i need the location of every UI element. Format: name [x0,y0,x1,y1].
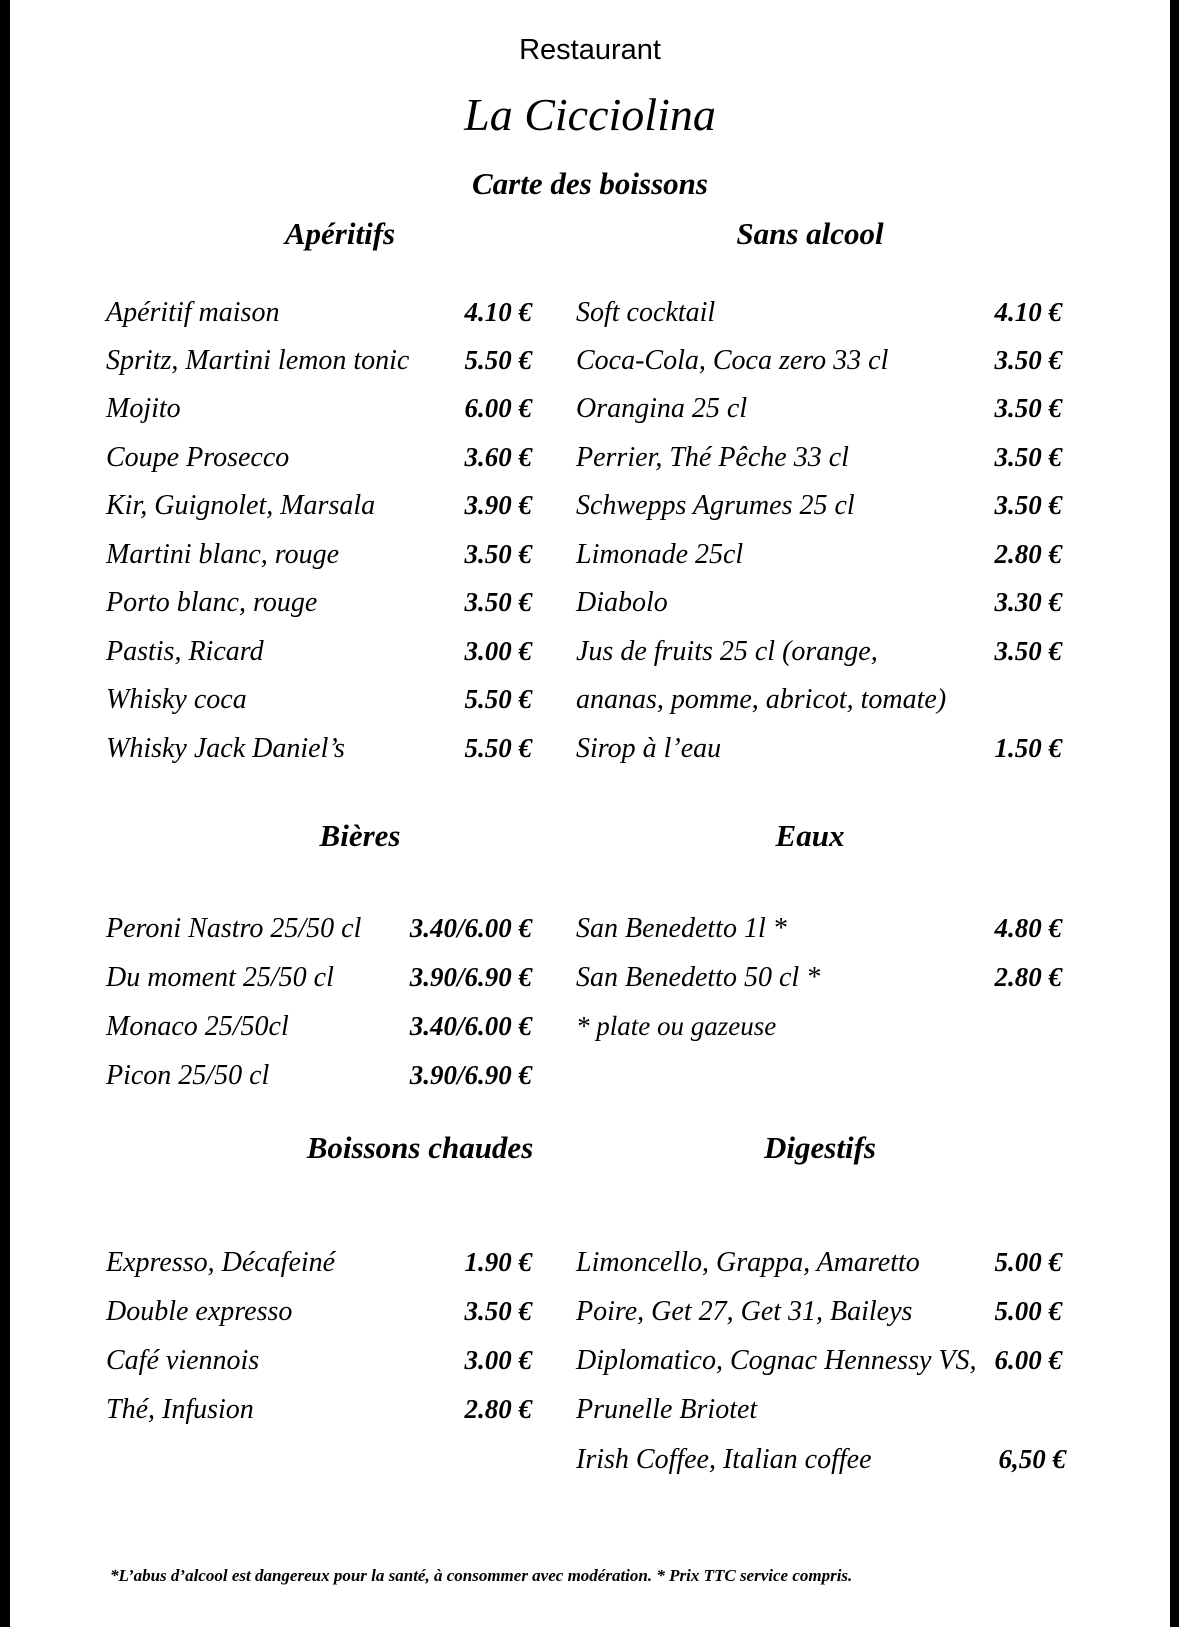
item-price: 3.90 € [464,490,532,520]
item-price: 5.50 € [464,345,532,375]
menu-item [576,539,1062,585]
menu-item [576,962,1062,1008]
item-price: 3.90/6.90 € [409,1060,532,1090]
section-title-digestifs: Digestifs [764,1130,876,1165]
item-name: Monaco 25/50cl [106,1011,289,1042]
item-name: Du moment 25/50 cl [106,962,334,993]
item-name: Mojito [106,393,181,424]
menu-item [576,490,1062,536]
item-name: Diplomatico, Cognac Hennessy VS, [576,1345,977,1376]
item-name: Coupe Prosecco [106,442,290,473]
menu-item [576,1296,1062,1342]
item-name: Peroni Nastro 25/50 cl [106,913,362,944]
menu-item [576,636,1062,682]
section-title-sans-alcool: Sans alcool [736,216,884,251]
menu-page [10,0,1170,1627]
item-price: 5.50 € [464,684,532,714]
item-price: 1.90 € [464,1247,532,1277]
item-name: Perrier, Thé Pêche 33 cl [576,442,849,473]
item-price: 3.50 € [994,345,1062,375]
item-price: 3.50 € [464,1296,532,1326]
item-price: 3.00 € [464,636,532,666]
item-price: 5.00 € [994,1296,1062,1326]
item-price: 3.50 € [994,636,1062,666]
eaux-note: * plate ou gazeuse [576,1011,777,1041]
item-name: Martini blanc, rouge [106,539,340,570]
item-name: San Benedetto 1l * [576,913,787,944]
item-name: Spritz, Martini lemon tonic [106,345,410,376]
section-title-boissons-chaudes: Boissons chaudes [306,1130,534,1165]
menu-item [106,539,532,585]
item-name: Irish Coffee, Italian coffee [576,1444,872,1475]
item-price: 2.80 € [464,1394,532,1424]
menu-title: Carte des boissons [472,166,708,201]
section-title-bieres: Bières [319,818,401,853]
menu-item [576,913,1062,959]
item-price: 6,50 € [998,1444,1066,1474]
item-name: San Benedetto 50 cl * [576,962,821,993]
item-name: Schwepps Agrumes 25 cl [576,490,855,521]
item-name: Whisky coca [106,684,247,715]
item-price: 4.10 € [464,297,532,327]
menu-item [106,1060,532,1106]
item-price: 6.00 € [994,1345,1062,1375]
menu-item [106,636,532,682]
item-price: 3.40/6.00 € [409,913,532,943]
item-price: 3.60 € [464,442,532,472]
item-name: Whisky Jack Daniel’s [106,733,345,764]
menu-item [576,684,1062,730]
item-price: 3.50 € [464,587,532,617]
item-name: Apéritif maison [106,297,280,328]
item-price: 6.00 € [464,393,532,423]
item-price: 3.50 € [994,442,1062,472]
item-price: 1.50 € [994,733,1062,763]
section-title-aperitifs: Apéritifs [284,216,396,251]
menu-item [106,1011,532,1057]
item-price: 3.90/6.90 € [409,962,532,992]
menu-item [106,1345,532,1391]
item-name: Double expresso [106,1296,293,1327]
menu-item [576,1444,1066,1490]
item-price: 3.50 € [994,393,1062,423]
menu-item [106,1296,532,1342]
item-name: Thé, Infusion [106,1394,254,1425]
item-name: Limonade 25cl [576,539,744,570]
item-price: 4.10 € [994,297,1062,327]
item-name: Jus de fruits 25 cl (orange, [576,636,878,667]
menu-item [576,587,1062,633]
restaurant-label: Restaurant [519,34,661,66]
menu-item [576,733,1062,779]
menu-item [576,345,1062,391]
item-name: Limoncello, Grappa, Amaretto [576,1247,920,1278]
item-price: 5.00 € [994,1247,1062,1277]
item-price: 5.50 € [464,733,532,763]
menu-item [576,442,1062,488]
item-name: Orangina 25 cl [576,393,748,424]
item-price: 2.80 € [994,539,1062,569]
menu-item [106,684,532,730]
restaurant-name: La Cicciolina [464,89,716,140]
menu-item [106,442,532,488]
menu-item [106,913,532,959]
menu-item [576,297,1062,343]
menu-item [106,962,532,1008]
item-price: 3.50 € [464,539,532,569]
footer-disclaimer: *L’abus d’alcool est dangereux pour la santé, à consommer avec modération. * Prix TTC service compris. [110,1566,853,1585]
item-name: Porto blanc, rouge [106,587,318,618]
item-price: 2.80 € [994,962,1062,992]
item-name: Kir, Guignolet, Marsala [106,490,376,521]
item-name: Soft cocktail [576,297,716,328]
item-price: 3.40/6.00 € [409,1011,532,1041]
item-name: Café viennois [106,1345,260,1376]
section-title-eaux: Eaux [775,818,845,853]
menu-item [106,345,532,391]
item-name: Sirop à l’eau [576,733,722,764]
menu-item [576,393,1062,439]
menu-item [106,1247,532,1293]
item-name: Coca-Cola, Coca zero 33 cl [576,345,889,376]
menu-item [576,1345,1062,1391]
item-price: 4.80 € [994,913,1062,943]
item-name: Picon 25/50 cl [106,1060,270,1091]
item-name: Pastis, Ricard [106,636,264,667]
menu-item [106,297,532,343]
menu-item [106,733,532,779]
item-price: 3.50 € [994,490,1062,520]
item-name: Poire, Get 27, Get 31, Baileys [576,1296,913,1327]
item-name: Prunelle Briotet [576,1394,758,1425]
menu-item [106,1394,532,1440]
menu-item [106,490,532,536]
item-name: Diabolo [576,587,668,618]
item-price: 3.30 € [994,587,1062,617]
item-name: ananas, pomme, abricot, tomate) [576,684,947,715]
menu-item [106,393,532,439]
menu-item [576,1247,1062,1293]
menu-item [576,1394,1062,1440]
item-price: 3.00 € [464,1345,532,1375]
item-name: Expresso, Décafeiné [106,1247,336,1278]
menu-item [106,587,532,633]
